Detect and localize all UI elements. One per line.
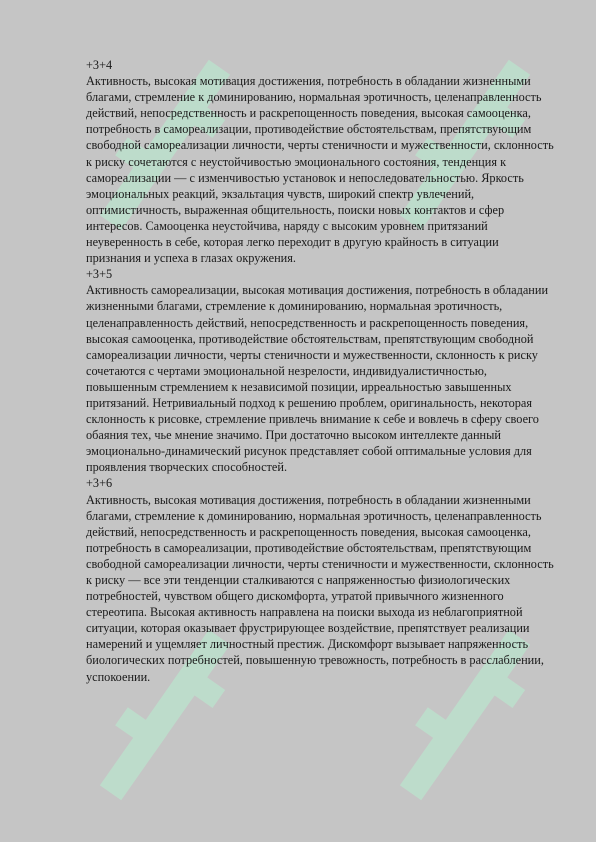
section-code: +3+6 bbox=[86, 476, 113, 491]
section-3-4 bbox=[86, 57, 556, 266]
section-text: Активность, высокая мотивация достижения, потребность в обладании жизненными благами, стремление к доминированию, нормальная эротичность, целенаправленность действий, непосредственность и раскрепощенность поведения, высокая самооценка, потребность в самореализации, противодействие обстоятельствам, препятствующим свободной самореализации личности, черты стеничности и мужественности, склонность к риску сочетаются с неустойчивостью эмоционального состояния, тенденция к самореализации — с изменчивостью установок и непоследовательностью. Яркость эмоциональных реакций, экзальтация чувств, широкий спектр увлечений, оптимистичность, выраженная общительность, поиски новых контактов и сфер интересов. Самооценка неустойчива, наряду с высоким уровнем притязаний неуверенность в себе, которая легко переходит в другую крайность в ситуации признания и успеха в глазах окружения. bbox=[86, 74, 554, 266]
section-text: Активность самореализации, высокая мотивация достижения, потребность в обладании жизненными благами, стремление к доминированию, нормальная эротичность, целенаправленность действий, непосредственность и раскрепощенность поведения, высокая самооценка, противодействие обстоятельствам, препятствующим свободной самореализации личности, черты стеничности и мужественности, склонность к риску сочетаются с чертами эмоциональной незрелости, индивидуалистичностью, повышенным стремлением к независимой позиции, ирреальностью завышенных притязаний. Нетривиальный подход к решению проблем, оригинальность, некоторая склонность к рисовке, стремление привлечь внимание к себе и вовлечь в сферу своего обаяния тех, чье мнение значимо. При достаточно высоком интеллекте данный эмоционально-динамический рисунок представляет собой оптимальные условия для проявления творческих способностей. bbox=[86, 283, 549, 475]
document-body bbox=[86, 57, 556, 685]
section-code: +3+5 bbox=[86, 267, 113, 282]
section-3-6 bbox=[86, 475, 556, 684]
section-code: +3+4 bbox=[86, 58, 113, 72]
section-3-5 bbox=[86, 266, 556, 475]
section-text: Активность, высокая мотивация достижения, потребность в обладании жизненными благами, стремление к доминированию, нормальная эротичность, целенаправленность действий, непосредственность и раскрепощенность поведения, высокая самооценка, потребность в самореализации, противодействие обстоятельствам, препятствующим свободной самореализации личности, черты стеничности и мужественности, склонность к риску — все эти тенденции сталкиваются с напряженностью физиологических потребностей, чувством общего дискомфорта, утратой привычного жизненного стереотипа. Высокая активность направлена на поиски выхода из неблагоприятной ситуации, которая оказывает фрустрирующее воздействие, препятствует реализации намерений и ущемляет личностный престиж. Дискомфорт вызывает напряженность биологических потребностей, повышенную тревожность, потребность в расслаблении, успокоении. bbox=[86, 492, 554, 684]
